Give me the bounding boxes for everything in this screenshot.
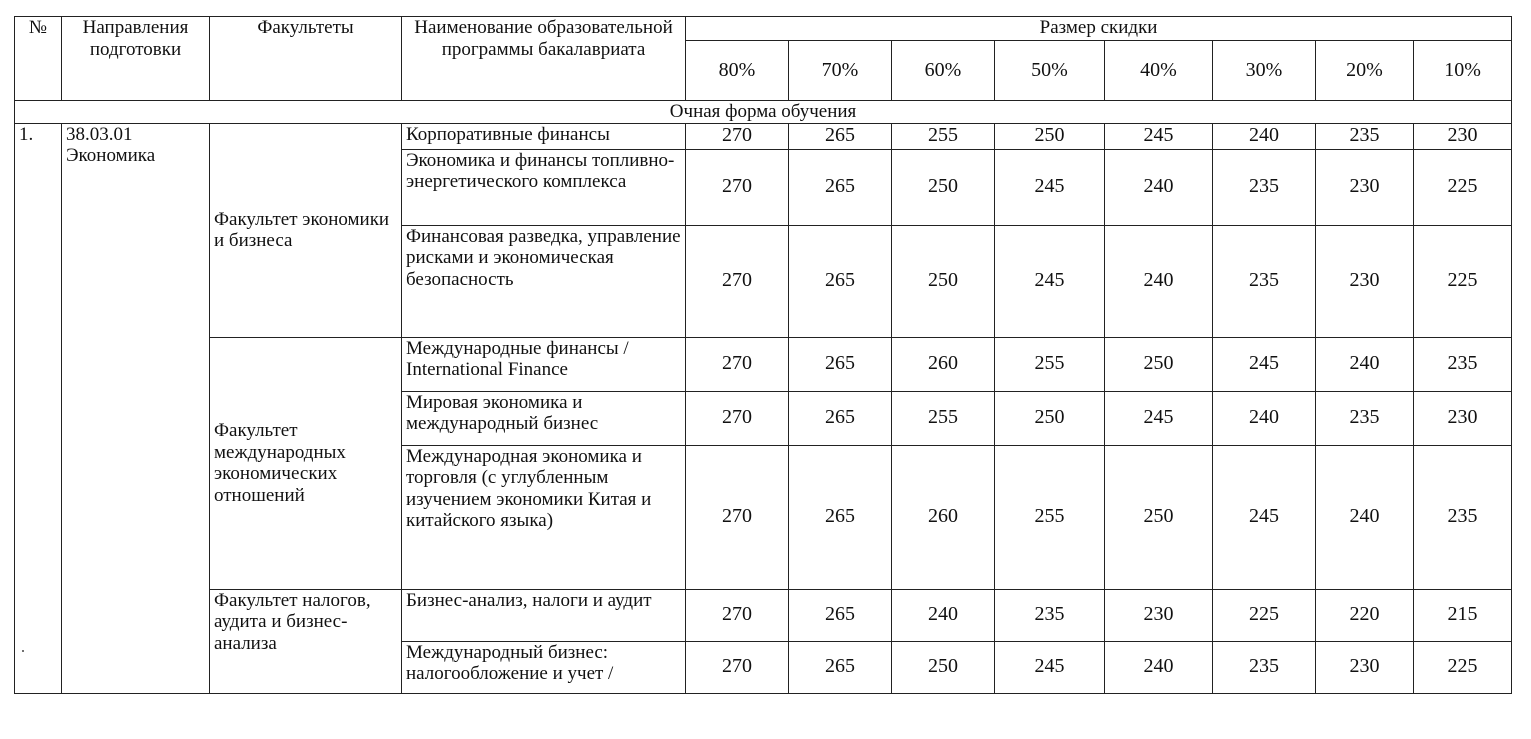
value-cell: 230 [1316,149,1414,225]
value-cell: 265 [789,445,892,589]
value-cell: 265 [789,225,892,337]
value-cell: 235 [1213,641,1316,693]
faculty-name: Факультет экономики и бизнеса [210,123,402,337]
value-cell: 270 [686,149,789,225]
header-row-1 [15,17,1512,41]
value-cell: 265 [789,337,892,391]
value-cell: 225 [1414,225,1512,337]
value-cell: 265 [789,391,892,445]
program-name: Международный бизнес: налогообложение и учет / [402,641,686,693]
discount-table [14,16,1512,694]
header-discount-80: 80% [686,41,789,101]
section-row [15,101,1512,124]
value-cell: 250 [892,149,995,225]
header-discount-60: 60% [892,41,995,101]
value-cell: 245 [995,225,1105,337]
program-name: Экономика и финансы топливно-энергетического комплекса [402,149,686,225]
value-cell: 235 [1213,149,1316,225]
header-discount-70: 70% [789,41,892,101]
value-cell: 245 [1105,123,1213,149]
value-cell: 230 [1414,123,1512,149]
value-cell: 265 [789,149,892,225]
entry-code: 38.03.01 [66,123,133,145]
header-program: Наименование образовательной программы бакалавриата [402,17,686,101]
value-cell: 270 [686,337,789,391]
program-name: Международные финансы / International Finance [402,337,686,391]
value-cell: 230 [1316,225,1414,337]
header-discount-30: 30% [1213,41,1316,101]
value-cell: 220 [1316,589,1414,641]
value-cell: 230 [1316,641,1414,693]
value-cell: 255 [892,391,995,445]
value-cell: 250 [995,123,1105,149]
header-discount-20: 20% [1316,41,1414,101]
program-name: Корпоративные финансы [402,123,686,149]
value-cell: 240 [1213,123,1316,149]
value-cell: 265 [789,641,892,693]
value-cell: 240 [892,589,995,641]
entry-name: Экономика [66,145,156,166]
value-cell: 255 [892,123,995,149]
program-name: Международная экономика и торговля (с углубленным изучением экономики Китая и китайского языка) [402,445,686,589]
value-cell: 270 [686,123,789,149]
value-cell: 270 [686,445,789,589]
value-cell: 270 [686,641,789,693]
value-cell: 260 [892,445,995,589]
program-name: Мировая экономика и международный бизнес [402,391,686,445]
value-cell: 255 [995,337,1105,391]
program-name: Бизнес-анализ, налоги и аудит [402,589,686,641]
value-cell: 245 [995,641,1105,693]
faculty-name: Факультет международных экономических отношений [210,337,402,589]
value-cell: 235 [995,589,1105,641]
value-cell: 225 [1414,149,1512,225]
value-cell: 270 [686,589,789,641]
value-cell: 265 [789,123,892,149]
value-cell: 225 [1414,641,1512,693]
value-cell: 225 [1213,589,1316,641]
value-cell: 250 [995,391,1105,445]
section-title: Очная форма обучения [15,101,1512,124]
scan-dot [22,650,24,652]
table-row [15,589,1512,641]
value-cell: 230 [1414,391,1512,445]
faculty-name: Факультет налогов, аудита и бизнес-анализа [210,589,402,693]
value-cell: 215 [1414,589,1512,641]
value-cell: 230 [1105,589,1213,641]
value-cell: 240 [1213,391,1316,445]
value-cell: 265 [789,589,892,641]
entry-direction [62,123,210,693]
header-no: № [15,17,62,101]
value-cell: 240 [1105,641,1213,693]
document [14,16,1512,694]
entry-number: 1. [15,123,62,693]
table-row [15,337,1512,391]
value-cell: 240 [1105,149,1213,225]
value-cell: 250 [1105,445,1213,589]
value-cell: 235 [1414,445,1512,589]
value-cell: 235 [1316,123,1414,149]
header-direction: Направления подготовки [62,17,210,101]
program-name: Финансовая разведка, управление рисками и экономическая безопасность [402,225,686,337]
value-cell: 245 [1213,337,1316,391]
value-cell: 240 [1316,445,1414,589]
value-cell: 235 [1316,391,1414,445]
value-cell: 250 [892,641,995,693]
value-cell: 235 [1414,337,1512,391]
header-faculties: Факультеты [210,17,402,101]
value-cell: 250 [1105,337,1213,391]
value-cell: 250 [892,225,995,337]
value-cell: 245 [1105,391,1213,445]
value-cell: 240 [1105,225,1213,337]
header-discount: Размер скидки [686,17,1512,41]
value-cell: 240 [1316,337,1414,391]
value-cell: 245 [995,149,1105,225]
value-cell: 270 [686,225,789,337]
header-discount-50: 50% [995,41,1105,101]
value-cell: 270 [686,391,789,445]
table-row [15,123,1512,149]
value-cell: 260 [892,337,995,391]
header-discount-40: 40% [1105,41,1213,101]
value-cell: 235 [1213,225,1316,337]
value-cell: 245 [1213,445,1316,589]
value-cell: 255 [995,445,1105,589]
header-discount-10: 10% [1414,41,1512,101]
